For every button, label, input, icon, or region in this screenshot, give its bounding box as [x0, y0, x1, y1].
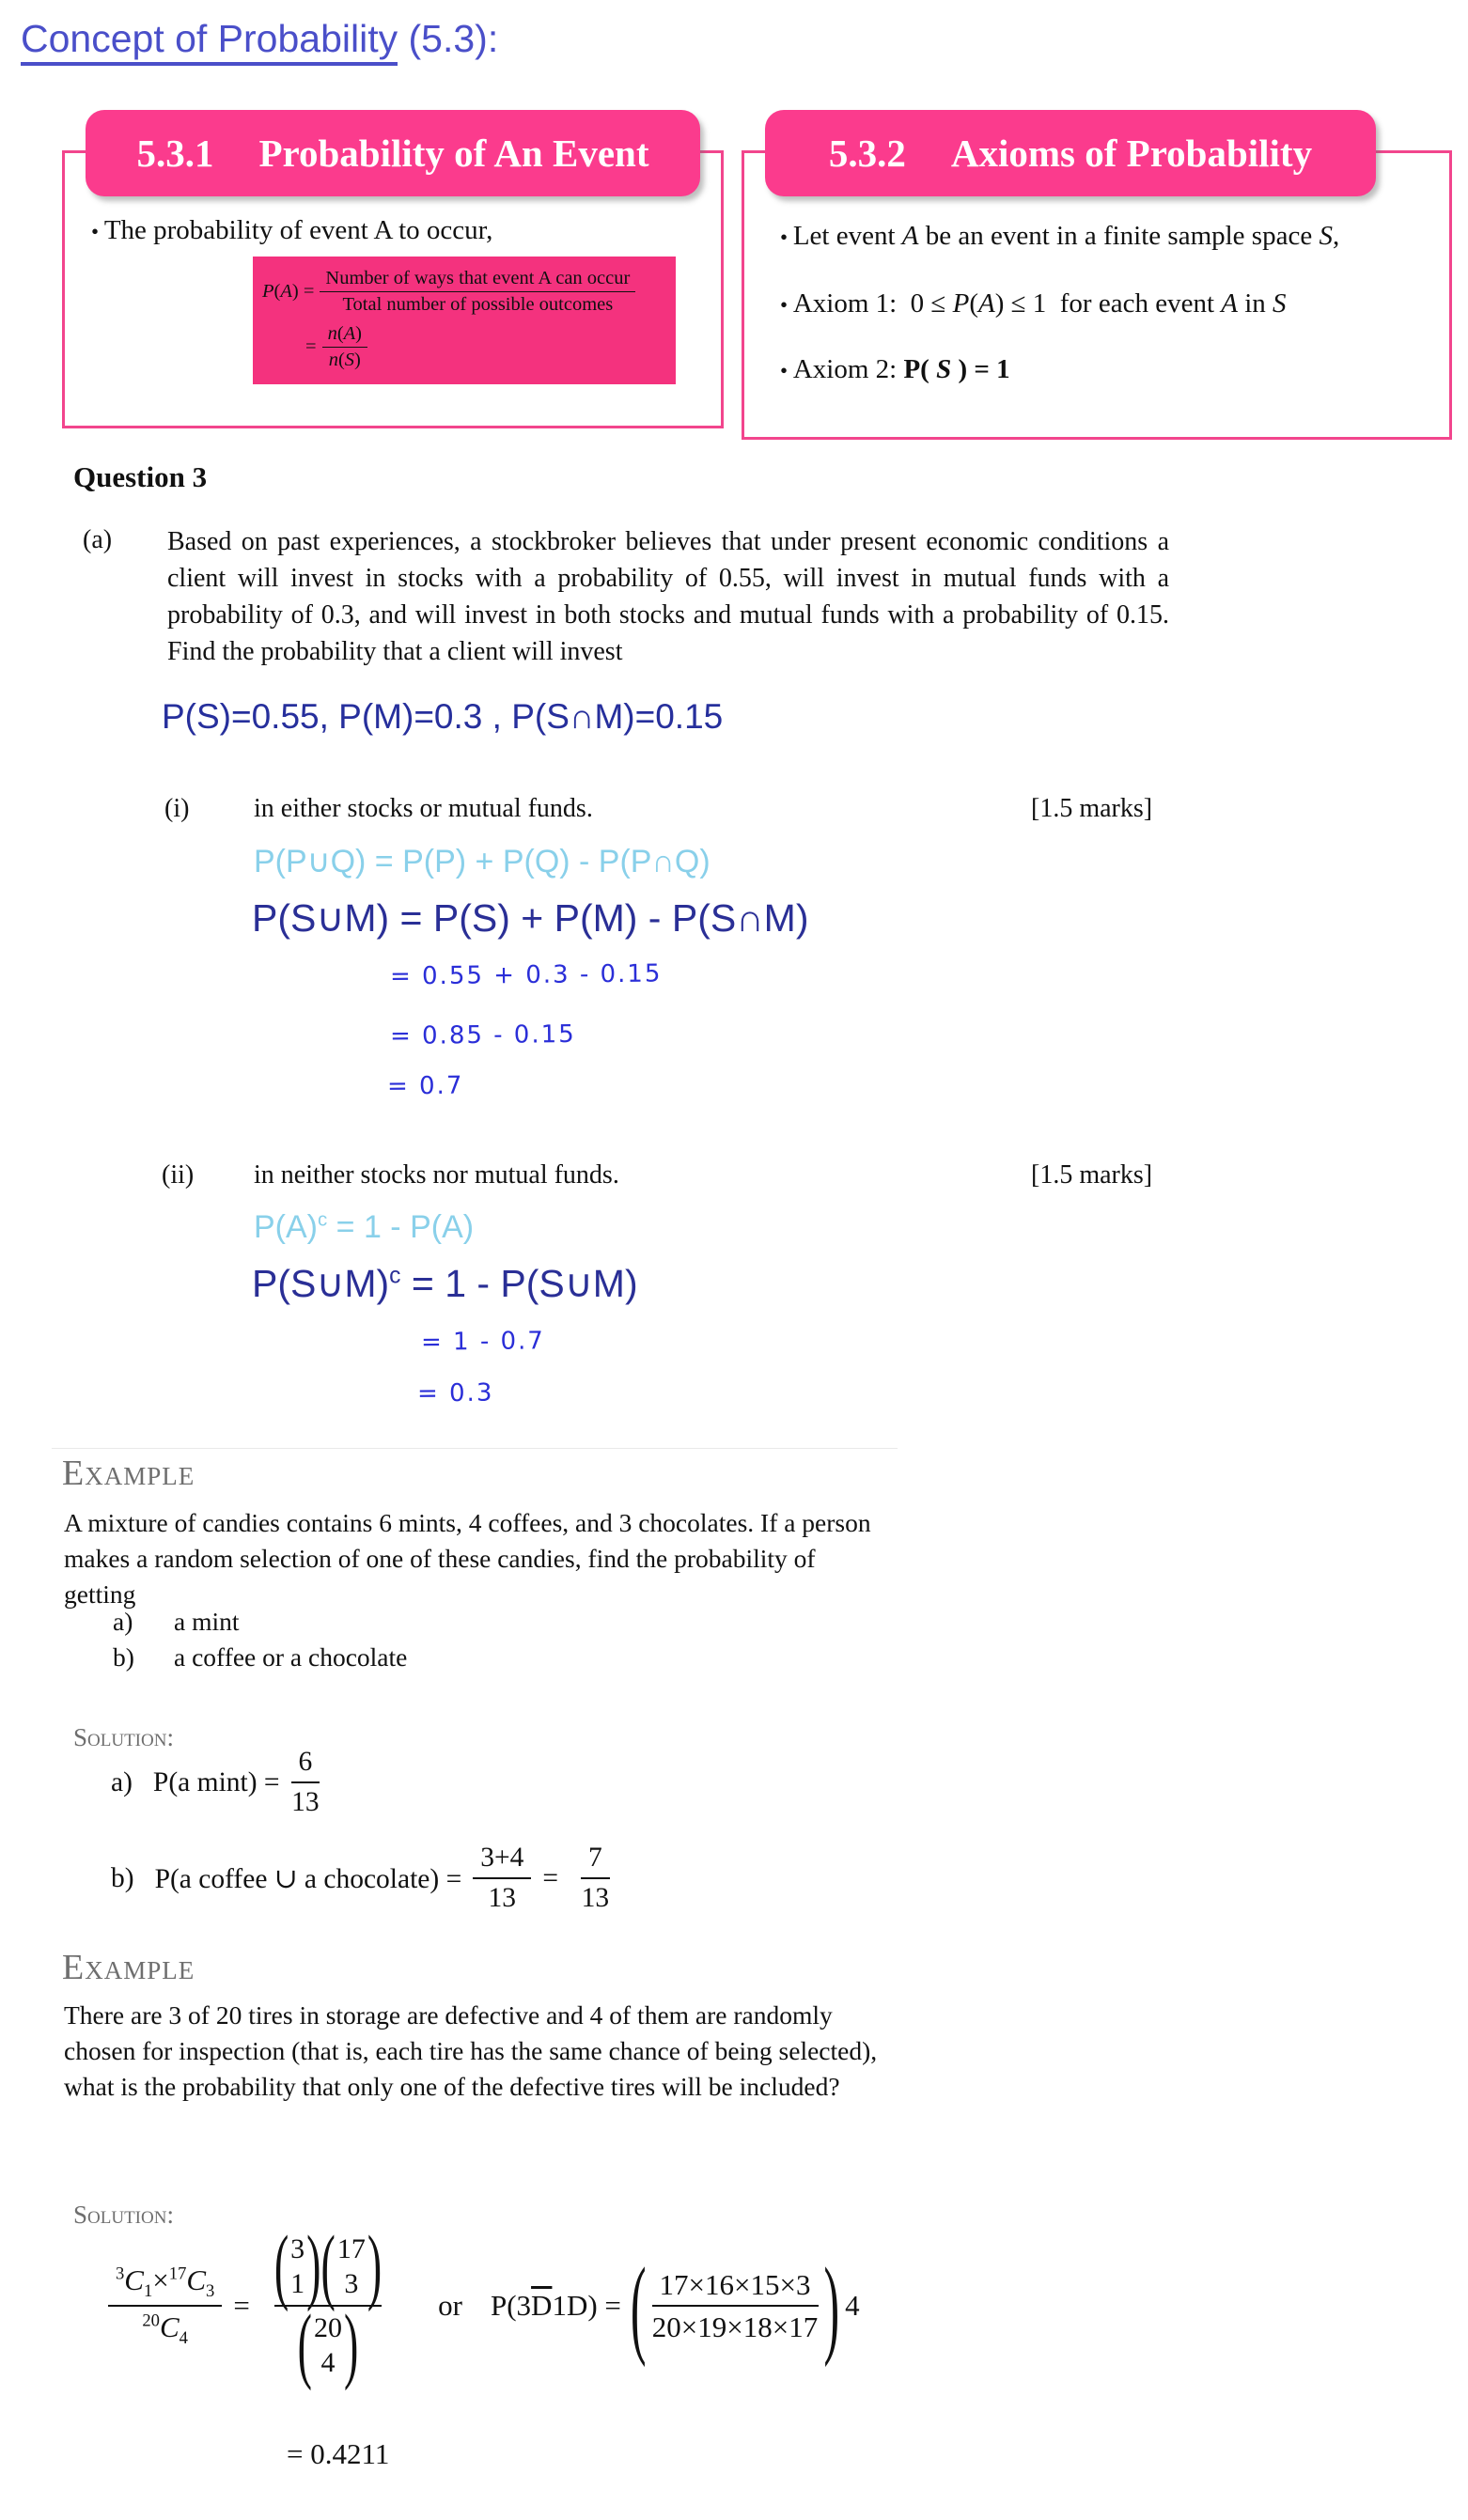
section-number: 5.3.2: [828, 132, 906, 175]
fraction-denominator: 20×19×18×17: [651, 2310, 819, 2343]
binomial-coefficient: [297, 2297, 359, 2391]
solution-expression: P(a mint) =: [152, 1766, 280, 1797]
solution-line: [111, 1746, 320, 1820]
page-title-underlined: Concept of Probability: [21, 17, 398, 66]
fraction-denominator: Total number of possible outcomes: [342, 294, 614, 315]
binomial-bottom: 4: [320, 2347, 336, 2378]
fraction-denominator: 13: [291, 1787, 320, 1818]
binomial-bottom: 3: [344, 2268, 359, 2299]
question-heading: Question 3: [73, 460, 208, 493]
example-heading: Example: [62, 1454, 195, 1493]
divider-line: [52, 1448, 898, 1449]
formula-applied: P(S∪M) = P(S) + P(M) - P(S∩M): [252, 896, 809, 940]
handwritten-step: = 0.55 + 0.3 - 0.15: [389, 959, 663, 991]
section-header-ribbon: [86, 110, 700, 196]
probability-label: $P(3\overline{D}1D)$ =: [490, 2289, 621, 2322]
list-item-label: a): [113, 1607, 133, 1636]
part-label: (i): [164, 794, 190, 823]
fraction-denominator: $^{20}C_4$: [142, 2310, 188, 2349]
fraction-numerator: 6: [291, 1746, 320, 1783]
list-item-label: b): [113, 1642, 134, 1672]
or-word: or: [438, 2289, 462, 2322]
formula-general: P(P∪Q) = P(P) + P(Q) - P(P∩Q): [254, 844, 711, 879]
combinatorics-formula: [108, 2218, 860, 2391]
bullet-item: [780, 219, 1440, 255]
fraction-numerator: n(A): [322, 323, 367, 348]
section-title: Probability of An Event: [258, 132, 649, 175]
solution-label: b): [111, 1862, 134, 1893]
list-item-text: a coffee or a chocolate: [174, 1642, 408, 1672]
left-parenthesis: (: [297, 2297, 312, 2391]
handwritten-step: = 0.7: [386, 1071, 464, 1101]
fraction-numerator: 17×16×15×3: [652, 2267, 819, 2307]
formula-lhs: P(A) =: [262, 281, 315, 302]
binomial-coefficient: [273, 2218, 321, 2312]
solution-heading: Solution:: [73, 2201, 174, 2229]
right-parenthesis: ): [367, 2218, 383, 2312]
fraction: [322, 323, 367, 371]
formula-general: $P(A)^c = 1 - P(A)$: [254, 1209, 475, 1245]
fraction-numerator: 7: [581, 1842, 610, 1879]
multiplier: 4: [845, 2289, 860, 2322]
fraction-denominator: 13: [581, 1883, 610, 1914]
part-text: in either stocks or mutual funds.: [254, 794, 593, 823]
handwritten-step: = 0.3: [416, 1378, 494, 1408]
left-parenthesis: (: [320, 2218, 336, 2312]
bullet-text: Axiom 2: P( S ) = 1: [792, 354, 1010, 384]
page-title-suffix: (5.3):: [398, 17, 499, 60]
bullet-text: The probability of event A to occur,: [103, 215, 493, 245]
solution-expression: P(a coffee ∪ a chocolate) =: [154, 1863, 462, 1894]
left-parenthesis: (: [273, 2218, 289, 2312]
question-text: Based on past experiences, a stockbroker believes that under present economic conditions a client will invest in stocks with a probability of 0.55, will invest in mutual funds with a probability of 0.3, and will invest in both stocks and mutual funds with a probability of 0.15. Find the probability that a client will invest: [167, 527, 1169, 666]
bullet-text: Axiom 1: 0 ≤ P(A) ≤ 1 for each event A in S: [792, 288, 1287, 319]
solution-line: [111, 1842, 610, 1916]
example-heading: Example: [62, 1948, 195, 1987]
equals-sign: =: [233, 2289, 250, 2322]
bullet-item: [780, 287, 1440, 322]
formula-equals: =: [305, 336, 317, 357]
bullet-item: [91, 213, 492, 249]
binomial-fraction: [273, 2218, 383, 2391]
example-text: A mixture of candies contains 6 mints, 4 coffees, and 3 chocolates. If a person makes a random selection of one of these candies, find the probability of getting: [64, 1508, 871, 1609]
given-values: P(S)=0.55, P(M)=0.3 , P(S∩M)=0.15: [162, 697, 724, 736]
handwritten-step: = 1 - 0.7: [420, 1327, 546, 1357]
fraction: [581, 1842, 610, 1916]
section-number: 5.3.1: [136, 132, 214, 175]
formula-applied: P(S∪M)$^c$ = 1 - P(S∪M): [252, 1262, 638, 1305]
list-item: [113, 1642, 407, 1672]
bullet-text: Let event A be an event in a finite sample space S,: [792, 221, 1340, 251]
part-text: in neither stocks nor mutual funds.: [254, 1160, 619, 1190]
fraction-denominator: 13: [488, 1883, 517, 1914]
section-header-ribbon: [765, 110, 1376, 196]
section-title: Axioms of Probability: [950, 132, 1313, 175]
fraction-numerator: 3+4: [473, 1842, 531, 1879]
marks-label: [1.5 marks]: [1031, 794, 1153, 823]
list-item-text: a mint: [174, 1607, 240, 1636]
fraction: [320, 268, 635, 316]
fraction: [108, 2263, 222, 2350]
binomial-top: 20: [313, 2312, 342, 2343]
binomial-coefficient: [320, 2218, 383, 2312]
section-card-probability-of-an-event: [62, 132, 724, 428]
probability-formula-box: [253, 257, 676, 384]
binomial-top: 3: [290, 2233, 305, 2264]
fraction: [473, 1842, 531, 1916]
right-parenthesis: ): [306, 2218, 321, 2312]
fraction-denominator: n(S): [328, 350, 361, 370]
example-text: There are 3 of 20 tires in storage are defective and 4 of them are randomly chosen for inspection (that is, each tire has the same chance of being selected), what is the probability that only one of the defective tires will be included?: [64, 2000, 878, 2101]
solution-label: a): [111, 1766, 133, 1797]
binomial-bottom: 1: [290, 2268, 305, 2299]
right-parenthesis: ): [343, 2297, 359, 2391]
binomial-top: 17: [336, 2233, 366, 2264]
handwritten-step: = 0.85 - 0.15: [389, 1019, 576, 1051]
fraction-numerator: Number of ways that event A can occur: [320, 268, 635, 292]
result-value: = 0.4211: [287, 2437, 390, 2470]
bullet-item: [780, 352, 1440, 388]
list-item: [113, 1607, 240, 1637]
question-part-label: (a): [83, 525, 113, 554]
right-parenthesis: ): [823, 2244, 840, 2368]
fraction: [652, 2267, 819, 2344]
fraction-numerator: $^3C_1\times^{17}C_3$: [108, 2263, 222, 2308]
page-title: [21, 17, 498, 61]
section-card-axioms-of-probability: [742, 132, 1452, 440]
fraction: [291, 1746, 320, 1820]
equals-sign: =: [542, 1862, 558, 1893]
part-label: (ii): [162, 1160, 195, 1190]
left-parenthesis: (: [630, 2244, 647, 2368]
marks-label: [1.5 marks]: [1031, 1160, 1153, 1190]
solution-heading: Solution:: [73, 1723, 174, 1751]
